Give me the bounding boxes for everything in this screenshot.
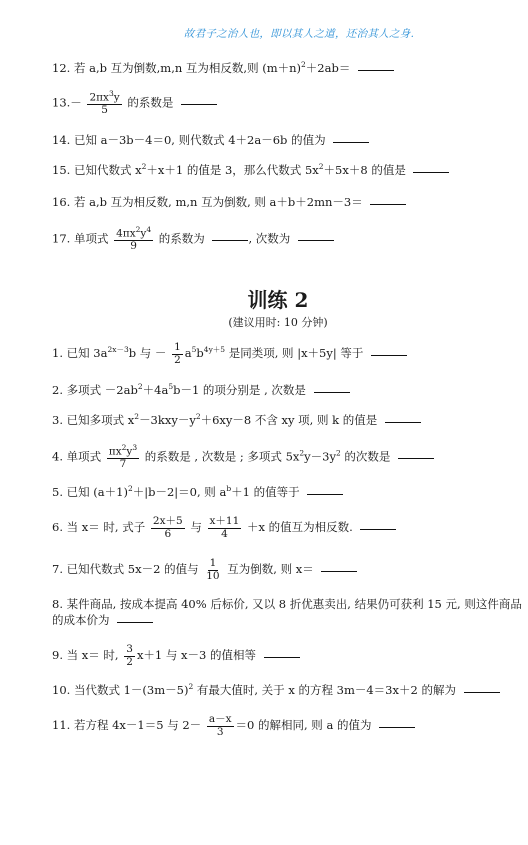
question-4 (52, 444, 434, 471)
question-text: x＋1 与 x－3 的值相等 (136, 648, 257, 663)
question-text: ＋|b－2|＝0, 则 a (132, 485, 227, 499)
question-12 (52, 60, 394, 76)
fraction (207, 714, 234, 738)
question-17 (52, 226, 334, 253)
fraction-numerator: 4πx (116, 227, 136, 240)
question-number: 17. (52, 231, 71, 246)
answer-blank[interactable] (360, 528, 396, 530)
exponent: 5 (191, 345, 197, 355)
answer-blank[interactable] (117, 621, 153, 623)
fraction-denominator: 5 (101, 104, 108, 117)
exponent: 4y＋5 (203, 345, 226, 355)
fraction-numerator: 3 (126, 643, 133, 655)
question-number: 12. (52, 61, 71, 75)
question-11 (52, 714, 415, 738)
answer-blank[interactable] (379, 726, 415, 728)
fraction-denominator: 2 (126, 655, 133, 668)
question-text: b (196, 346, 204, 361)
fraction (172, 342, 183, 366)
exponent: 2 (195, 412, 201, 422)
answer-blank[interactable] (358, 69, 394, 71)
fraction-numerator: 2x＋5 (152, 515, 183, 527)
question-text: y－3y (304, 449, 336, 464)
question-text: a (184, 346, 192, 361)
question-number: 6. (52, 520, 63, 535)
fraction-numerator: a－x (208, 713, 232, 725)
question-number: 11. (52, 718, 71, 733)
question-text: ＋5x＋8 的值是 (323, 163, 406, 177)
fraction-denominator: 7 (119, 458, 127, 471)
question-text: 若 a,b 互为倒数,m,n 互为相反数,则 (m＋n) (73, 61, 302, 75)
exponent: 2 (318, 162, 324, 172)
question-16 (52, 194, 406, 210)
question-text: b 与 － (128, 346, 167, 361)
header-motto: 故君子之治人也，即以其人之道，还治其人之身. (183, 28, 415, 40)
fraction (208, 516, 242, 540)
question-number: 4. (52, 449, 63, 464)
section-subtitle: (建议用时: 10 分钟) (228, 316, 328, 329)
exponent: 5 (168, 382, 174, 392)
question-text: 是同类项, 则 |x＋5y| 等于 (225, 346, 364, 361)
question-text: 已知 a－3b－4＝0, 则代数式 4＋2a－6b 的值为 (73, 133, 326, 147)
fraction-numerator-tail: y (140, 227, 147, 240)
fraction-numerator: 2πx (89, 91, 109, 104)
question-number: 16. (52, 195, 71, 209)
exponent: 2x－3 (107, 345, 129, 355)
question-number: 14. (52, 133, 71, 147)
question-number: 3. (52, 413, 63, 427)
fraction (87, 90, 121, 117)
question-number: 1. (52, 346, 63, 361)
question-text: －3kxy－y (139, 413, 196, 427)
question-text: ＋1 的值等于 (231, 485, 300, 499)
question-15 (52, 162, 449, 178)
question-text: 多项式 －2ab (66, 383, 138, 397)
question-3 (52, 412, 421, 428)
answer-blank[interactable] (385, 421, 421, 423)
fraction-numerator-tail: y (126, 445, 133, 458)
question-text: 的系数是 , 次数是 ; 多项式 5x (144, 449, 300, 464)
question-10 (52, 682, 500, 698)
fraction-numerator: 1 (209, 557, 217, 569)
question-text: 已知 (a＋1) (66, 485, 128, 499)
question-text: 若方程 4x－1＝5 与 2－ (73, 718, 202, 733)
answer-blank[interactable] (298, 239, 334, 241)
answer-blank[interactable] (212, 239, 248, 241)
exponent: 2 (299, 448, 305, 458)
question-text: ＝0 的解相同, 则 a 的值为 (235, 718, 372, 733)
question-number: 7. (52, 562, 63, 577)
question-text: 某件商品, 按成本提高 40% 后标价, 又以 8 折优惠卖出, 结果仍可获利 15 元, 则这件商品的成本价为 (52, 597, 522, 628)
question-number: 5. (52, 485, 63, 499)
exponent: b (226, 484, 232, 494)
answer-blank[interactable] (413, 171, 449, 173)
question-8 (52, 596, 522, 628)
fraction (107, 444, 139, 471)
exponent: 2 (134, 412, 140, 422)
fraction-numerator: x＋11 (209, 515, 240, 527)
question-text: 已知多项式 x (66, 413, 135, 427)
question-number: 2. (52, 383, 63, 397)
question-7 (52, 558, 357, 582)
question-text: , 次数为 (248, 231, 291, 246)
question-number: 9. (52, 648, 63, 663)
question-text: 单项式 (66, 449, 102, 464)
exponent: 3 (108, 89, 114, 98)
answer-blank[interactable] (307, 493, 343, 495)
question-text: ＋2ab＝ (305, 61, 351, 75)
fraction-denominator: 2 (174, 353, 181, 366)
fraction-denominator: 3 (216, 725, 224, 738)
question-14 (52, 132, 369, 148)
answer-blank[interactable] (181, 103, 217, 105)
question-text: 当 x＝ 时, (66, 648, 119, 663)
answer-blank[interactable] (314, 391, 350, 393)
question-text: 互为倒数, 则 x＝ (227, 562, 314, 577)
fraction (124, 644, 135, 668)
question-number: 10. (52, 683, 71, 697)
answer-blank[interactable] (264, 656, 300, 658)
exponent: 2 (188, 682, 194, 692)
question-text: 已知 3a (66, 346, 108, 361)
exponent: 3 (132, 443, 138, 452)
fraction-numerator-tail: y (113, 91, 120, 104)
exponent: 2 (335, 448, 341, 458)
question-text: ＋x 的值互为相反数. (246, 520, 353, 535)
fraction-denominator: 9 (130, 240, 137, 253)
question-text: ＋4a (142, 383, 169, 397)
fraction (151, 516, 185, 540)
question-text: b－1 的项分别是 , 次数是 (173, 383, 306, 397)
fraction (114, 226, 153, 253)
question-number: 8. (52, 597, 63, 611)
question-6 (52, 516, 396, 540)
question-2 (52, 382, 350, 398)
question-text: 单项式 (73, 231, 109, 246)
fraction-numerator: πx (108, 445, 122, 458)
question-text: 已知代数式 5x－2 的值与 (66, 562, 199, 577)
question-text: 已知代数式 x (73, 163, 142, 177)
answer-blank[interactable] (371, 354, 407, 356)
question-5 (52, 484, 343, 500)
answer-blank[interactable] (398, 457, 434, 459)
fraction (204, 558, 221, 582)
minus-sign: － (70, 95, 82, 110)
exponent: 2 (301, 60, 306, 70)
exponent: 2 (141, 162, 147, 172)
fraction-denominator: 6 (164, 527, 172, 540)
fraction-denominator: 4 (221, 527, 228, 540)
question-number: 15. (52, 163, 71, 177)
question-text: 的系数是 (127, 95, 174, 110)
answer-blank[interactable] (321, 570, 357, 572)
section-title: 训练 2 (247, 288, 309, 312)
answer-blank[interactable] (333, 141, 369, 143)
question-text: 的次数是 (340, 449, 391, 464)
question-text: ＋x＋1 的值是 3，那么代数式 5x (146, 163, 319, 177)
exponent: 2 (127, 484, 133, 494)
question-text: 与 (190, 520, 202, 535)
exponent: 2 (137, 382, 143, 392)
fraction-denominator: 10 (206, 569, 220, 582)
fraction-numerator: 1 (174, 341, 181, 353)
answer-blank[interactable] (370, 203, 406, 205)
answer-blank[interactable] (464, 691, 500, 693)
exponent: 2 (135, 225, 141, 234)
question-13 (52, 90, 217, 117)
exponent: 4 (146, 225, 152, 234)
question-text: 当 x＝ 时, 式子 (66, 520, 146, 535)
question-1 (52, 342, 407, 366)
question-text: 若 a,b 互为相反数, m,n 互为倒数, 则 a＋b＋2mn－3＝ (73, 195, 363, 209)
question-text: 当代数式 1－(3m－5) (73, 683, 189, 697)
question-number: 13. (52, 95, 71, 110)
question-text: ＋6xy－8 不含 xy 项, 则 k 的值是 (200, 413, 378, 427)
question-9 (52, 644, 300, 668)
exponent: 2 (121, 443, 127, 452)
question-text: 有最大值时, 关于 x 的方程 3m－4＝3x＋2 的解为 (193, 683, 456, 697)
question-text: 的系数为 (158, 231, 205, 246)
